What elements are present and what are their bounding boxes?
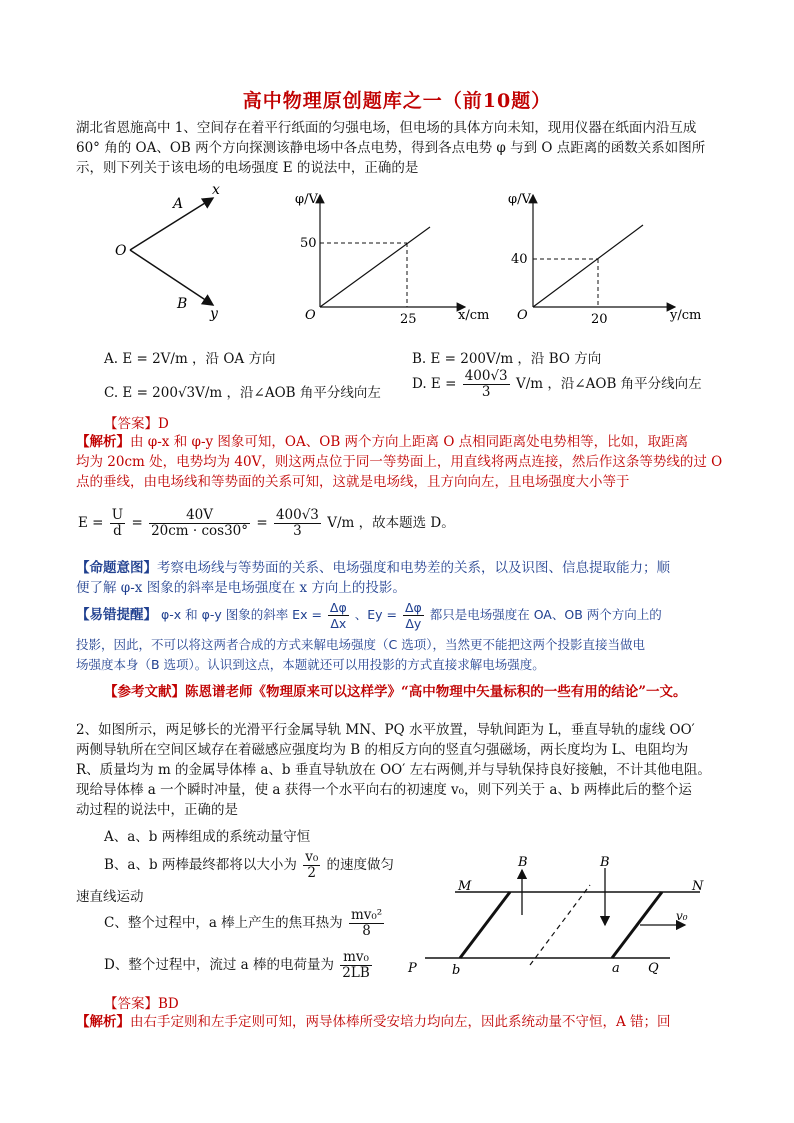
frac-num: 40V xyxy=(149,508,250,524)
mistake-head: 【易错提醒】 xyxy=(76,607,157,623)
label-x: x xyxy=(212,182,220,198)
q1-angle-figure xyxy=(100,180,240,325)
q1-option-d xyxy=(412,369,702,400)
frac-num: mv₀ xyxy=(340,950,371,966)
analysis-text: 由右手定则和左手定则可知，两导体棒所受安培力均向左，因此系统动量不守恒，A 错；回 xyxy=(130,1014,671,1030)
formula-tail: V/m ，故本题选 D。 xyxy=(327,515,455,531)
frac-num: Δφ xyxy=(404,600,422,615)
y-tick: 40 xyxy=(511,252,528,267)
document-title: 高中物理原创题库之一（前10题） xyxy=(242,90,552,112)
mistake-frac-x xyxy=(328,600,349,631)
q1-stem-line: 示，则下列关于该电场的电场强度 E 的说法中，正确的是 xyxy=(76,160,419,176)
q2-option-c xyxy=(104,908,386,939)
intent-head: 【命题意图】 xyxy=(76,560,157,576)
q1-option-a: A. E = 2V/m ，沿 OA 方向 xyxy=(104,351,276,367)
frac-den: 20cm · cos30° xyxy=(151,523,249,539)
q2-option-d xyxy=(104,950,374,981)
ray-oa xyxy=(130,198,213,250)
mistake-text: 、Ey = xyxy=(354,607,397,622)
label-p: P xyxy=(408,961,417,976)
frac-den: 8 xyxy=(362,923,371,939)
q1-option-d-post: V/m ，沿∠AOB 角平分线向左 xyxy=(515,376,702,392)
q1-reference: 【参考文献】陈恩谱老师《物理原来可以这样学》“高中物理中矢量标积的一些有用的结论”一文。 xyxy=(104,684,687,700)
data-line xyxy=(533,225,643,307)
frac-num: 400√3 xyxy=(275,507,319,523)
frac-den: 3 xyxy=(481,384,491,400)
q1-mistake xyxy=(76,600,736,675)
frac-num: U xyxy=(111,507,124,523)
mistake-frac-y xyxy=(403,600,424,631)
q1-option-d-pre: D. E = xyxy=(412,376,457,392)
x-label: x/cm xyxy=(458,308,490,323)
x-tick: 20 xyxy=(591,312,608,327)
origin-label: O xyxy=(305,308,316,323)
q1-intent xyxy=(76,558,726,598)
q1-graph-phi-y xyxy=(505,185,720,330)
q2-stem-line: 现给导体棒 a 一个瞬时冲量，使 a 获得一个水平向右的初速度 v₀，则下列关于 a、b 两棒此后的整个运 xyxy=(76,782,692,798)
option-b-fraction xyxy=(303,850,320,881)
label-b-field-right: B xyxy=(600,855,610,870)
frac-den: Δy xyxy=(405,616,422,631)
label-a: A xyxy=(173,196,184,212)
option-text: C、整个过程中，a 棒上产生的焦耳热为 xyxy=(104,915,343,931)
q2-analysis xyxy=(76,1012,726,1032)
label-n: N xyxy=(692,879,704,894)
q2-option-a: A、a、b 两棒组成的系统动量守恒 xyxy=(104,829,311,845)
q1-answer: 【答案】D xyxy=(104,416,169,432)
q2-option-b-cont: 速直线运动 xyxy=(76,889,144,905)
label-b-field-left: B xyxy=(518,855,528,870)
frac-den: 2LB xyxy=(342,965,370,981)
q1-analysis xyxy=(76,432,726,492)
q1-formula xyxy=(78,508,455,539)
q1-option-d-fraction xyxy=(463,369,510,400)
frac-den: 2 xyxy=(307,865,317,881)
analysis-text: 均为 20cm 处，电势均为 40V，则这两点位于同一等势面上，用直线将两点连接，然后作这条等势线的过 O xyxy=(76,454,723,470)
mistake-text: φ-x 和 φ-y 图象的斜率 Ex = xyxy=(160,607,322,622)
analysis-head: 【解析】 xyxy=(76,434,130,450)
analysis-text: 点的垂线，由电场线和等势面的关系可知，这就是电场线，且方向向左，且电场强度大小等于 xyxy=(76,474,630,490)
label-a-rod: a xyxy=(612,961,620,976)
formula-frac-u-d xyxy=(110,508,125,539)
formula-frac-result xyxy=(274,508,321,539)
y-label: φ/V xyxy=(295,192,318,207)
option-text: D、整个过程中，流过 a 棒的电荷量为 xyxy=(104,957,334,973)
mistake-text: 都只是电场强度在 OA、OB 两个方向上的 xyxy=(429,607,662,622)
q1-stem-line: 湖北省恩施高中 1、空间存在着平行纸面的匀强电场，但电场的具体方向未知，现用仪器在纸面内沿互成 xyxy=(76,120,697,136)
label-y: y xyxy=(210,306,218,322)
option-text: B、a、b 两棒最终都将以大小为 xyxy=(104,857,297,873)
y-tick: 50 xyxy=(300,236,317,251)
q1-stem-line: 60° 角的 OA、OB 两个方向探测该静电场中各点电势，得到各点电势 φ 与到 O 点距离的函数关系如图所 xyxy=(76,140,706,156)
q1-graph-phi-x xyxy=(290,185,490,330)
q2-answer: 【答案】BD xyxy=(104,996,179,1012)
formula-frac-values xyxy=(149,508,250,539)
q2-rails-figure xyxy=(400,850,730,980)
q2-stem-line: 两侧导轨所在空间区域存在着磁感应强度均为 B 的相反方向的竖直匀强磁场，两长度均为 L、电阻均为 xyxy=(76,742,689,758)
label-v0: v₀ xyxy=(676,909,688,923)
formula-eq: = xyxy=(131,515,143,531)
x-tick: 25 xyxy=(400,312,417,327)
frac-den: 3 xyxy=(293,523,302,539)
rod-b xyxy=(460,892,510,958)
frac-den: d xyxy=(113,523,122,539)
q1-option-c: C. E = 200√3V/m ，沿∠AOB 角平分线向左 xyxy=(104,385,381,401)
option-d-fraction xyxy=(340,950,371,981)
q2-stem-line: 动过程的说法中，正确的是 xyxy=(76,802,238,818)
y-label: φ/V xyxy=(508,192,531,207)
formula-eq: = xyxy=(256,515,268,531)
q2-option-b xyxy=(104,850,394,881)
origin-label: O xyxy=(517,308,528,323)
intent-text: 便了解 φ-x 图象的斜率是电场强度在 x 方向上的投影。 xyxy=(76,580,406,596)
q1-option-b: B. E = 200V/m ，沿 BO 方向 xyxy=(412,351,602,367)
formula-lhs: E = xyxy=(78,515,104,531)
option-c-fraction xyxy=(349,908,384,939)
label-m: M xyxy=(458,879,472,894)
x-label: y/cm xyxy=(670,308,702,323)
q2-stem-line: 2、如图所示，两足够长的光滑平行金属导轨 MN、PQ 水平放置，导轨间距为 L，垂直导轨的虚线 OO′ xyxy=(76,722,695,738)
label-q: Q xyxy=(648,961,659,976)
data-line xyxy=(320,227,430,307)
mistake-text: 场强度本身（B 选项）。认识到这点，本题就还可以用投影的方式直接求解电场强度。 xyxy=(76,657,545,672)
q1-stem xyxy=(76,118,726,178)
q2-stem-line: R、质量均为 m 的金属导体棒 a、b 垂直导轨放在 OO′ 左右两侧,并与导轨保持良好接触，不计其他电阻。 xyxy=(76,762,711,778)
option-text: 的速度做匀 xyxy=(326,857,395,873)
label-b-rod: b xyxy=(452,963,461,978)
ray-ob xyxy=(130,250,213,305)
frac-num: v₀ xyxy=(305,849,319,865)
analysis-text: 由 φ-x 和 φ-y 图象可知，OA、OB 两个方向上距离 O 点相同距离处电势相等，比如，取距离 xyxy=(130,434,689,450)
analysis-head: 【解析】 xyxy=(76,1014,130,1030)
label-o: O xyxy=(115,243,127,259)
frac-num: mv₀² xyxy=(350,907,383,923)
frac-num: 400√3 xyxy=(464,368,508,384)
label-b: B xyxy=(177,296,188,312)
intent-text: 考察电场线与等势面的关系、电场强度和电势差的关系，以及识图、信息提取能力；顺 xyxy=(157,560,670,576)
q2-stem xyxy=(76,720,726,820)
frac-num: Δφ xyxy=(329,600,347,615)
boundary-oo xyxy=(530,885,590,965)
frac-den: Δx xyxy=(330,616,347,631)
mistake-text: 投影，因此，不可以将这两者合成的方式来解电场强度（C 选项），当然更不能把这两个投影直接当做电 xyxy=(76,637,645,652)
